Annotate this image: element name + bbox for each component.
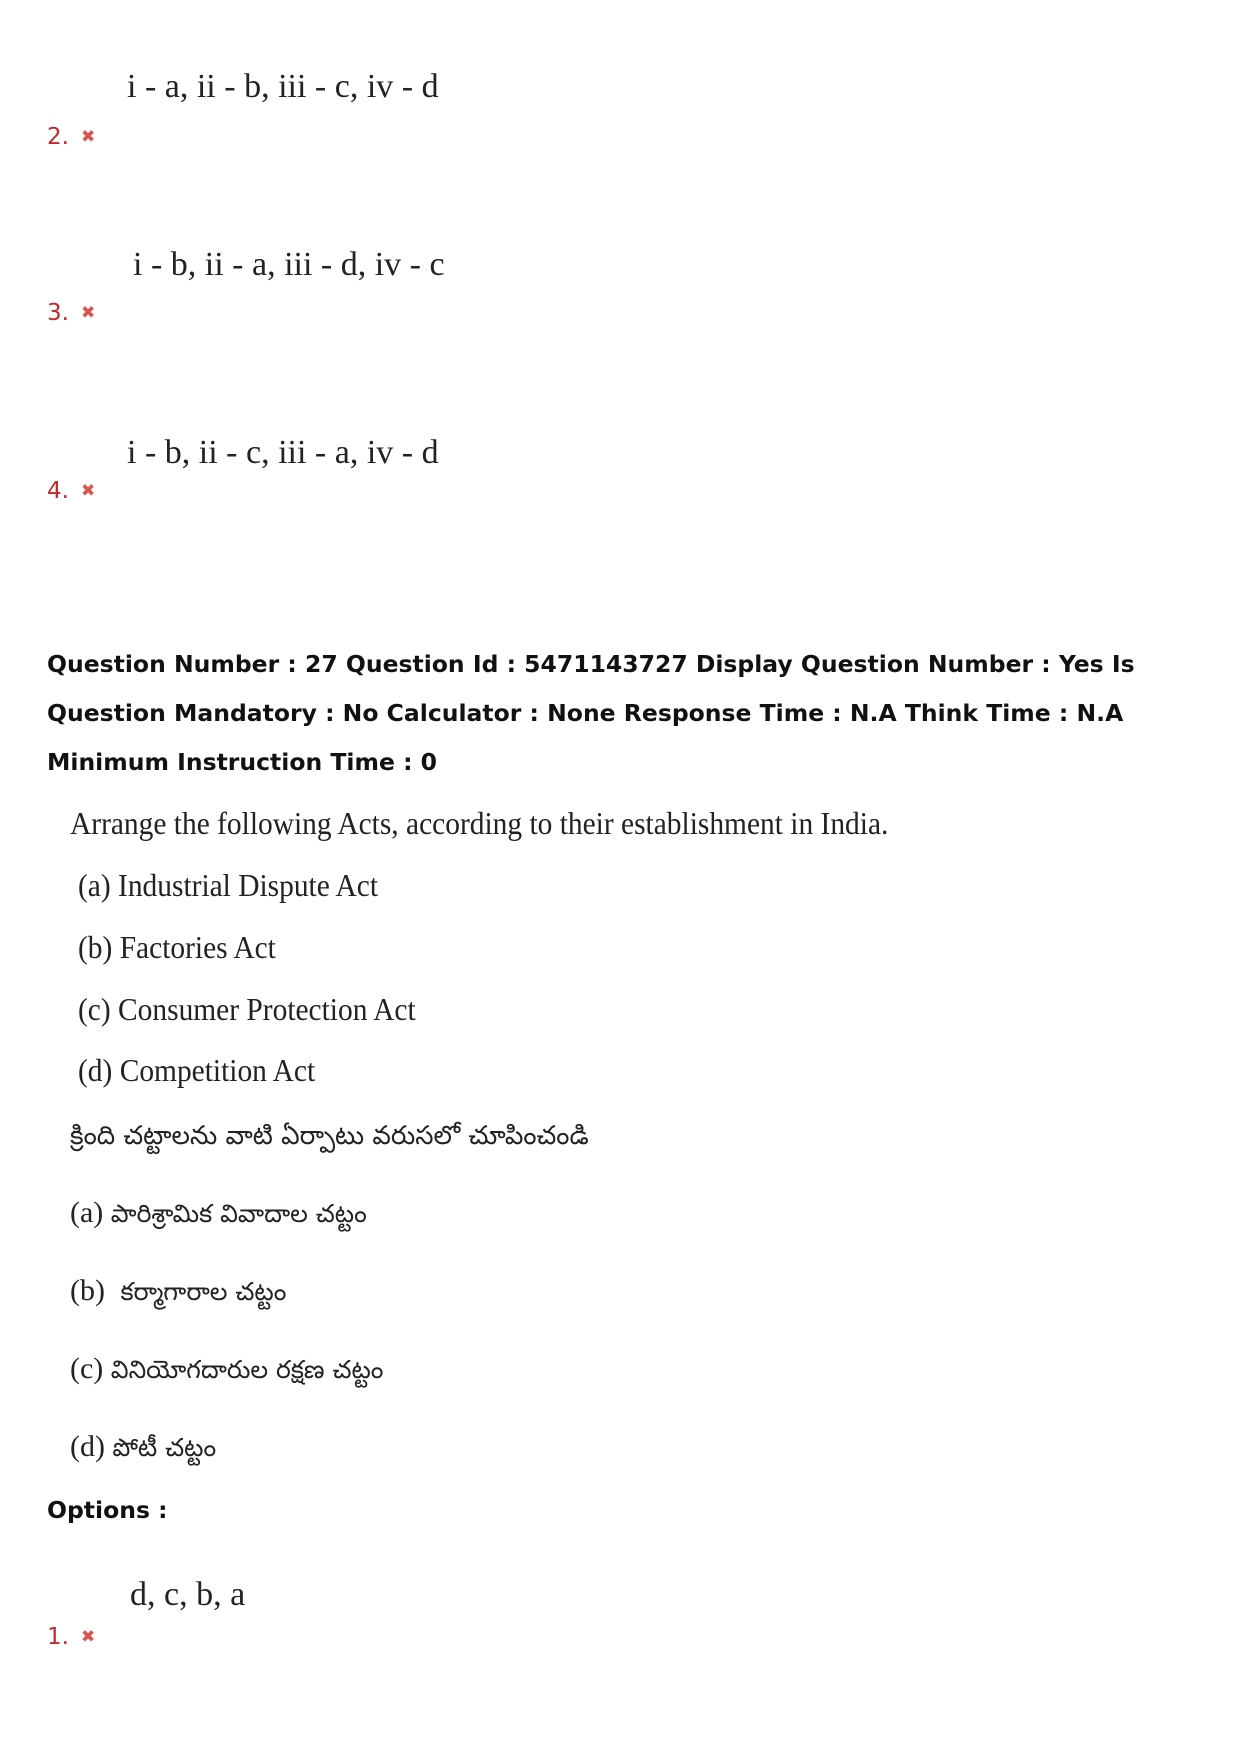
item-label: (b) <box>70 1274 105 1307</box>
english-item-c: (c) Consumer Protection Act <box>78 991 416 1027</box>
telugu-item-d <box>70 1430 216 1469</box>
item-text: వినియోగదారుల రక్షణ చట్టం <box>110 1355 384 1384</box>
options-label: Options : <box>47 1496 168 1524</box>
option-4-image: i - b, ii - c, iii - a, iv - d <box>127 434 439 471</box>
option-1-image: d, c, b, a <box>130 1576 246 1613</box>
item-label: (d) <box>70 1430 105 1463</box>
english-prompt: Arrange the following Acts, according to their establishment in India. <box>70 805 889 841</box>
option-2-image: i - a, ii - b, iii - c, iv - d <box>127 68 439 105</box>
english-item-d: (d) Competition Act <box>78 1052 316 1088</box>
option-number: 4. <box>47 478 69 504</box>
cross-icon: ✖ <box>80 127 96 147</box>
item-text: పోటీ చట్టం <box>112 1433 217 1462</box>
option-4-number <box>47 478 95 504</box>
item-label: (c) <box>70 1352 104 1385</box>
option-number: 1. <box>47 1624 69 1650</box>
telugu-prompt: క్రింది చట్టాలను వాటి ఏర్పాటు వరుసలో చూపించండి <box>70 1121 589 1151</box>
cross-icon: ✖ <box>80 481 96 501</box>
item-label: (a) <box>70 1196 104 1229</box>
cross-icon: ✖ <box>80 1627 96 1647</box>
option-1-number <box>47 1624 95 1650</box>
telugu-item-a <box>70 1196 367 1235</box>
english-item-b: (b) Factories Act <box>78 929 276 965</box>
telugu-item-c <box>70 1352 383 1391</box>
option-3-image: i - b, ii - a, iii - d, iv - c <box>133 246 445 283</box>
option-number: 2. <box>47 124 69 150</box>
item-text: కర్మాగారాల చట్టం <box>120 1277 287 1306</box>
option-2-number <box>47 124 95 150</box>
item-text: పారిశ్రామిక వివాదాల చట్టం <box>110 1199 367 1228</box>
option-number: 3. <box>47 300 69 326</box>
cross-icon: ✖ <box>80 303 96 323</box>
english-item-a: (a) Industrial Dispute Act <box>78 867 379 903</box>
option-3-number <box>47 300 95 326</box>
question-header: Question Number : 27 Question Id : 5471143727 Display Question Number : Yes Is Question Mandatory : No Calculator : None Response Time : N.A Think Time : N.A Minimum Instruction Time : 0 <box>47 650 1135 776</box>
telugu-item-b <box>70 1274 286 1313</box>
